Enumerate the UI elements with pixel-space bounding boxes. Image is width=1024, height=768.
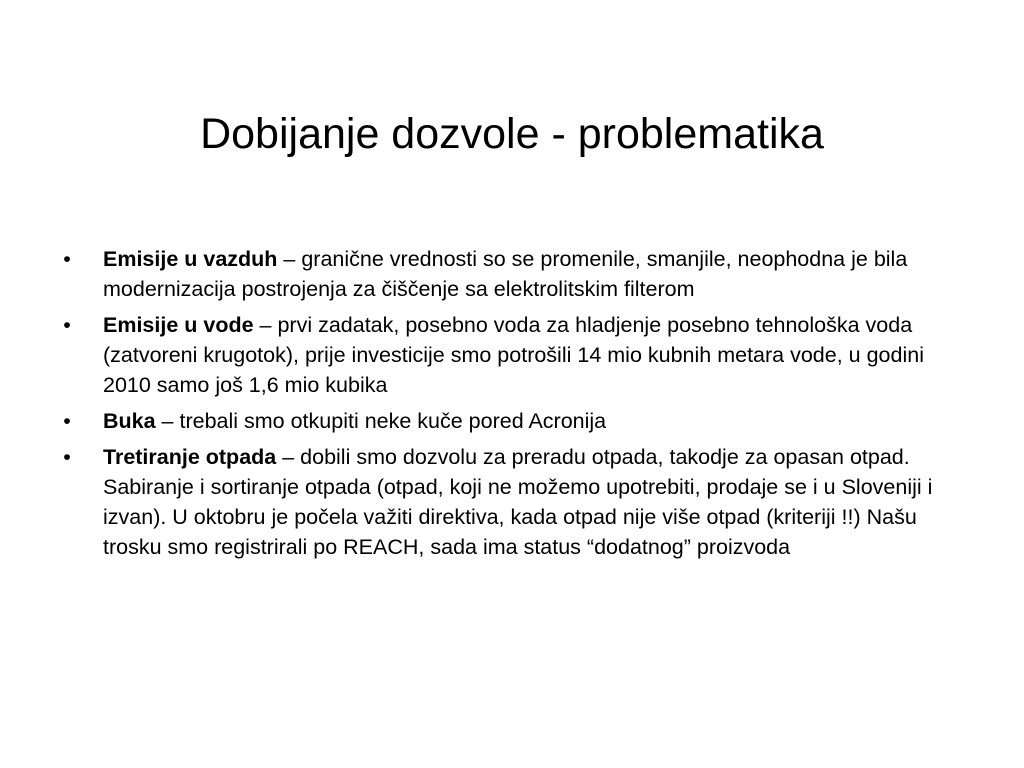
bullet-term: Emisije u vode — [103, 313, 254, 337]
bullet-term: Emisije u vazduh — [103, 247, 278, 271]
bullet-item-tretiranje-otpada — [57, 442, 962, 562]
bullet-term: Buka — [103, 409, 156, 433]
bullet-term: Tretiranje otpada — [103, 445, 277, 469]
bullet-text: – prvi zadatak, posebno voda za hladjenje posebno tehnološka voda (zatvoreni krugotok), prije investicije smo potrošili 14 mio kubnih metara vode, u godini 2010 samo još 1,6 mio kubika — [103, 313, 924, 397]
bullet-icon: • — [63, 409, 71, 433]
bullet-item-emisije-vazduh — [57, 244, 962, 304]
bullet-icon: • — [63, 313, 71, 337]
bullet-icon: • — [63, 247, 71, 271]
bullet-text: – trebali smo otkupiti neke kuče pored Acronija — [155, 409, 607, 433]
bullet-item-buka — [57, 406, 962, 436]
bullet-icon: • — [63, 445, 71, 469]
bullet-list — [57, 244, 962, 568]
bullet-text: – dobili smo dozvolu za preradu otpada, takodje za opasan otpad. Sabiranje i sortiranje otpada (otpad, koji ne možemo upotrebiti, prodaje se i u Sloveniji i izvan). U oktobru je počela važiti direktiva, kada otpad nije više otpad (kriteriji !!) Našu trosku smo registrirali po REACH, sada ima status “dodatnog” proizvoda — [103, 445, 933, 559]
bullet-text: – granične vrednosti so se promenile, smanjile, neophodna je bila modernizacija postrojenja za čiščenje sa elektrolitskim filterom — [103, 247, 908, 301]
slide-title: Dobijanje dozvole - problematika — [200, 110, 824, 158]
bullet-item-emisije-vode — [57, 310, 962, 400]
